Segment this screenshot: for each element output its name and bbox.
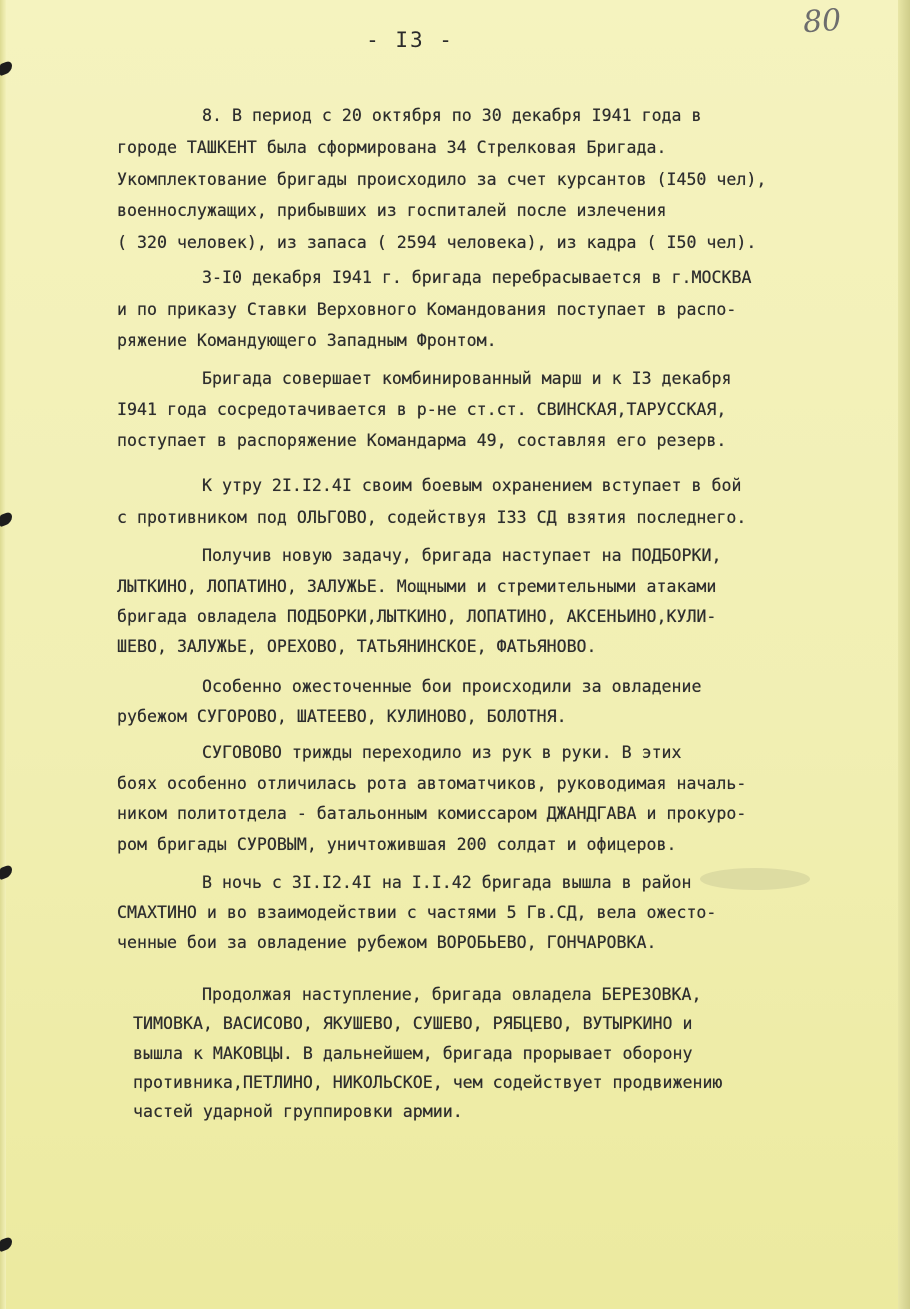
text-line: Укомплектование бригады происходило за счет курсантов (I450 чел), xyxy=(117,170,767,189)
text-line: СМАХТИНО и во взаимодействии с частями 5 Гв.СД, вела ожесто- xyxy=(117,903,717,922)
text-line: частей ударной группировки армии. xyxy=(133,1102,463,1121)
text-line: ЛЫТКИНО, ЛОПАТИНО, ЗАЛУЖЬЕ. Мощными и стремительными атаками xyxy=(117,577,717,596)
text-line: ченные бои за овладение рубежом ВОРОБЬЕВО, ГОНЧАРОВКА. xyxy=(117,933,657,952)
text-line: ТИМОВКА, ВАСИСОВО, ЯКУШЕВО, СУШЕВО, РЯБЦЕВО, ВУТЫРКИНО и xyxy=(133,1014,693,1033)
text-line: 8. В период с 20 октября по 30 декабря I941 года в xyxy=(202,106,702,125)
text-line: ( 320 человек), из запаса ( 2594 человека), из кадра ( I50 чел). xyxy=(117,233,757,252)
text-line: и по приказу Ставки Верховного Командования поступает в распо- xyxy=(117,300,737,319)
text-line: ряжение Командующего Западным Фронтом. xyxy=(117,331,497,350)
punch-hole-mark xyxy=(0,60,12,76)
text-line: рубежом СУГОРОВО, ШАТЕЕВО, КУЛИНОВО, БОЛОТНЯ. xyxy=(117,707,567,726)
text-line: I941 года сосредотачивается в р-не ст.ст. СВИНСКАЯ,ТАРУССКАЯ, xyxy=(117,400,727,419)
right-paper-edge xyxy=(898,0,910,1309)
text-line: К утру 2I.I2.4I своим боевым охранением вступает в бой xyxy=(202,476,742,495)
text-line: СУГОВОВО трижды переходило из рук в руки. В этих xyxy=(202,743,682,762)
text-line: ником политотдела - батальонным комиссаром ДЖАНДГАВА и прокуро- xyxy=(117,804,747,823)
text-line: Особенно ожесточенные бои происходили за овладение xyxy=(202,677,702,696)
left-paper-edge xyxy=(0,0,6,1309)
text-line: поступает в распоряжение Командарма 49, составляя его резерв. xyxy=(117,431,727,450)
text-line: 3-I0 декабря I941 г. бригада перебрасывается в г.МОСКВА xyxy=(202,268,752,287)
punch-hole-mark xyxy=(0,511,12,527)
text-line: ром бригады СУРОВЫМ, уничтожившая 200 солдат и офицеров. xyxy=(117,835,677,854)
text-line: ШЕВО, ЗАЛУЖЬЕ, ОРЕХОВО, ТАТЬЯНИНСКОЕ, ФАТЬЯНОВО. xyxy=(117,637,597,656)
text-line: Бригада совершает комбинированный марш и к I3 декабря xyxy=(202,369,732,388)
text-line: вышла к МАКОВЦЫ. В дальнейшем, бригада прорывает оборону xyxy=(133,1044,693,1063)
text-line: военнослужащих, прибывших из госпиталей после излечения xyxy=(117,201,667,220)
text-line: с противником под ОЛЬГОВО, содействуя I33 СД взятия последнего. xyxy=(117,508,747,527)
page-number: - I3 - xyxy=(366,28,454,52)
text-line: бригада овладела ПОДБОРКИ,ЛЫТКИНО, ЛОПАТИНО, АКСЕНЬИНО,КУЛИ- xyxy=(117,607,717,626)
handwritten-folio-number: 80 xyxy=(801,2,843,41)
text-line: Продолжая наступление, бригада овладела БЕРЕЗОВКА, xyxy=(202,985,702,1004)
text-line: противника,ПЕТЛИНО, НИКОЛЬСКОЕ, чем содействует продвижению xyxy=(133,1073,723,1092)
ink-smudge xyxy=(700,868,810,890)
text-line: городе ТАШКЕНТ была сформирована 34 Стрелковая Бригада. xyxy=(117,138,667,157)
punch-hole-mark xyxy=(0,1236,12,1252)
text-line: Получив новую задачу, бригада наступает на ПОДБОРКИ, xyxy=(202,546,722,565)
text-line: В ночь с 3I.I2.4I на I.I.42 бригада вышла в район xyxy=(202,873,692,892)
text-line: боях особенно отличилась рота автоматчиков, руководимая началь- xyxy=(117,774,747,793)
punch-hole-mark xyxy=(0,864,12,880)
